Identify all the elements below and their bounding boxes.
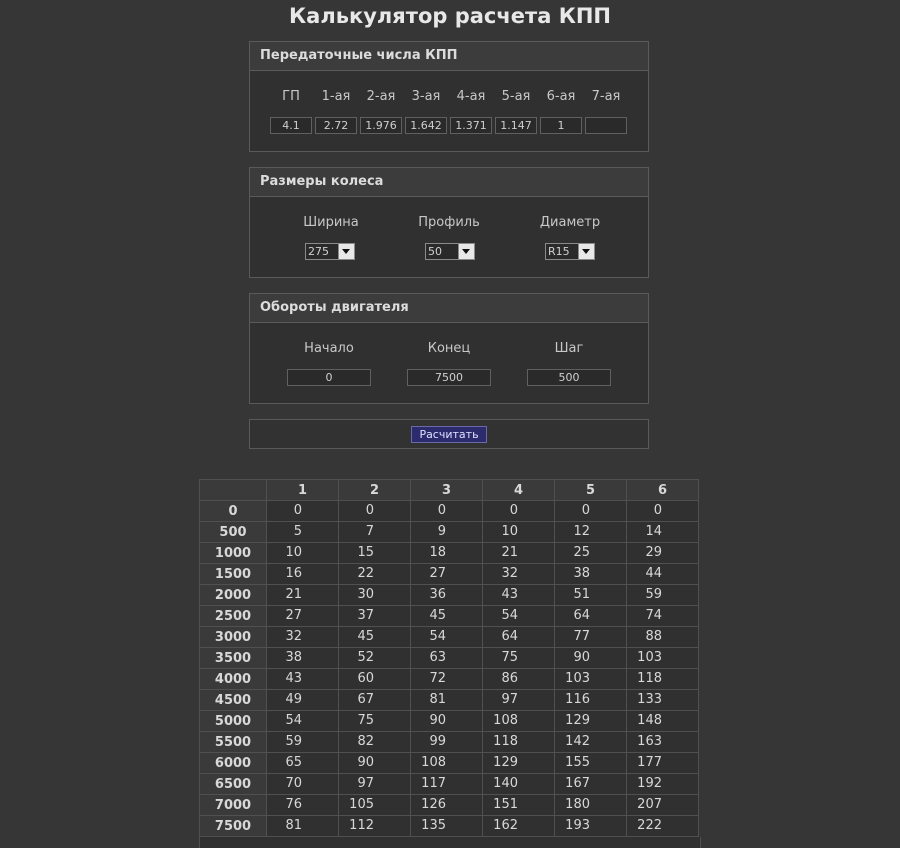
speed-value: 70 <box>285 776 302 791</box>
wheel-diameter-value: R15 <box>548 245 570 258</box>
speed-cell <box>555 564 627 585</box>
speed-cell <box>483 816 555 837</box>
wheel-width-select[interactable] <box>305 243 355 260</box>
speed-value: 64 <box>573 608 590 623</box>
speed-cell <box>411 648 483 669</box>
rpm-start-input[interactable]: 0 <box>287 369 371 386</box>
speed-value: 148 <box>637 713 662 728</box>
speed-cell <box>483 522 555 543</box>
speed-value: 75 <box>357 713 374 728</box>
speed-cell <box>555 669 627 690</box>
wheel-width-label: Ширина <box>303 215 359 230</box>
speed-cell <box>411 564 483 585</box>
speed-cell <box>411 732 483 753</box>
speed-cell <box>627 732 699 753</box>
gear-input-7[interactable] <box>585 117 627 134</box>
speed-value: 7 <box>365 524 374 539</box>
speed-value: 129 <box>493 755 518 770</box>
speed-value: 117 <box>421 776 446 791</box>
speed-cell <box>339 564 411 585</box>
table-row <box>200 669 699 690</box>
speed-cell <box>339 627 411 648</box>
speed-cell <box>483 501 555 522</box>
speed-value: 72 <box>429 671 446 686</box>
gear-column-header: 4 <box>483 480 555 501</box>
speed-cell <box>411 816 483 837</box>
results-header-row <box>200 480 699 501</box>
table-row <box>200 627 699 648</box>
speed-cell <box>339 753 411 774</box>
speed-value: 51 <box>573 587 590 602</box>
rpm-row-header: 1000 <box>200 543 267 564</box>
speed-cell <box>339 585 411 606</box>
speed-cell <box>267 669 339 690</box>
speed-cell <box>339 732 411 753</box>
rpm-row-header: 1500 <box>200 564 267 585</box>
speed-cell <box>339 522 411 543</box>
rpm-row-header: 7000 <box>200 795 267 816</box>
speed-value: 222 <box>637 818 662 833</box>
speed-cell <box>339 501 411 522</box>
speed-value: 116 <box>565 692 590 707</box>
speed-value: 97 <box>357 776 374 791</box>
speed-value: 37 <box>357 608 374 623</box>
speed-value: 155 <box>565 755 590 770</box>
speed-cell <box>411 606 483 627</box>
page-title: Калькулятор расчета КПП <box>288 4 612 28</box>
speed-cell <box>267 501 339 522</box>
speed-value: 21 <box>285 587 302 602</box>
speed-value: 25 <box>573 545 590 560</box>
speed-value: 38 <box>573 566 590 581</box>
results-corner-cell <box>200 480 267 501</box>
wheel-width-value: 275 <box>308 245 329 258</box>
wheel-size-heading: Размеры колеса <box>250 168 648 197</box>
calculate-button[interactable]: Расчитать <box>411 426 487 443</box>
speed-value: 0 <box>437 503 446 518</box>
speed-value: 54 <box>501 608 518 623</box>
speed-value: 129 <box>565 713 590 728</box>
speed-value: 82 <box>357 734 374 749</box>
gear-label-6: 6-ая <box>546 89 576 104</box>
rpm-start-label: Начало <box>304 341 354 356</box>
table-row <box>200 690 699 711</box>
gear-input-5[interactable]: 1.147 <box>495 117 537 134</box>
gear-input-1[interactable]: 2.72 <box>315 117 357 134</box>
speed-cell <box>483 690 555 711</box>
table-row <box>200 522 699 543</box>
speed-cell <box>627 543 699 564</box>
speed-value: 126 <box>421 797 446 812</box>
speed-value: 63 <box>429 650 446 665</box>
rpm-end-label: Конец <box>427 341 471 356</box>
wheel-profile-select[interactable] <box>425 243 475 260</box>
speed-cell <box>483 753 555 774</box>
speed-cell <box>555 585 627 606</box>
speed-cell <box>483 606 555 627</box>
speed-value: 74 <box>645 608 662 623</box>
speed-cell <box>267 585 339 606</box>
speed-value: 49 <box>285 692 302 707</box>
table-row <box>200 732 699 753</box>
gear-ratios-panel <box>249 41 649 152</box>
speed-cell <box>627 627 699 648</box>
table-row <box>200 795 699 816</box>
speed-value: 177 <box>637 755 662 770</box>
speed-value: 77 <box>573 629 590 644</box>
speed-value: 67 <box>357 692 374 707</box>
speed-cell <box>555 753 627 774</box>
speed-value: 163 <box>637 734 662 749</box>
speed-value: 43 <box>285 671 302 686</box>
gear-column-header: 1 <box>267 480 339 501</box>
gear-column-header: 5 <box>555 480 627 501</box>
speed-value: 207 <box>637 797 662 812</box>
speed-cell <box>483 732 555 753</box>
speed-value: 142 <box>565 734 590 749</box>
wheel-diameter-select[interactable] <box>545 243 595 260</box>
speed-cell <box>627 669 699 690</box>
calculate-panel <box>249 419 649 449</box>
speed-cell <box>411 501 483 522</box>
speed-value: 29 <box>645 545 662 560</box>
rpm-row-header: 4500 <box>200 690 267 711</box>
speed-cell <box>555 795 627 816</box>
speed-cell <box>267 648 339 669</box>
speed-value: 60 <box>357 671 374 686</box>
speed-value: 59 <box>285 734 302 749</box>
speed-value: 36 <box>429 587 446 602</box>
speed-value: 151 <box>493 797 518 812</box>
speed-cell <box>411 627 483 648</box>
rpm-row-header: 2000 <box>200 585 267 606</box>
speed-value: 14 <box>645 524 662 539</box>
speed-cell <box>267 606 339 627</box>
speed-value: 45 <box>357 629 374 644</box>
rpm-row-header: 3500 <box>200 648 267 669</box>
speed-value: 43 <box>501 587 518 602</box>
speed-cell <box>267 711 339 732</box>
rpm-row-header: 0 <box>200 501 267 522</box>
speed-cell <box>411 774 483 795</box>
speed-value: 99 <box>429 734 446 749</box>
rpm-row-header: 5500 <box>200 732 267 753</box>
results-table <box>199 479 699 837</box>
rpm-row-header: 3000 <box>200 627 267 648</box>
speed-cell <box>339 648 411 669</box>
speed-cell <box>411 690 483 711</box>
speed-value: 64 <box>501 629 518 644</box>
speed-cell <box>267 753 339 774</box>
speed-cell <box>555 690 627 711</box>
speed-cell <box>627 606 699 627</box>
speed-cell <box>555 816 627 837</box>
speed-value: 90 <box>357 755 374 770</box>
rpm-row-header: 7500 <box>200 816 267 837</box>
speed-value: 52 <box>357 650 374 665</box>
table-row <box>200 774 699 795</box>
table-row <box>200 501 699 522</box>
chevron-down-icon[interactable] <box>458 244 474 259</box>
speed-value: 54 <box>429 629 446 644</box>
speed-value: 133 <box>637 692 662 707</box>
speed-cell <box>339 543 411 564</box>
speed-cell <box>267 690 339 711</box>
speed-value: 18 <box>429 545 446 560</box>
speed-value: 180 <box>565 797 590 812</box>
table-row <box>200 816 699 837</box>
speed-cell <box>339 816 411 837</box>
gear-input-2[interactable]: 1.976 <box>360 117 402 134</box>
speed-value: 0 <box>581 503 590 518</box>
rpm-step-input[interactable]: 500 <box>527 369 611 386</box>
speed-value: 76 <box>285 797 302 812</box>
table-row <box>200 585 699 606</box>
table-row <box>200 564 699 585</box>
speed-value: 140 <box>493 776 518 791</box>
speed-cell <box>483 585 555 606</box>
speed-cell <box>483 774 555 795</box>
table-row <box>200 711 699 732</box>
speed-cell <box>267 816 339 837</box>
speed-cell <box>555 711 627 732</box>
speed-value: 81 <box>285 818 302 833</box>
speed-cell <box>627 585 699 606</box>
gear-column-header: 6 <box>627 480 699 501</box>
speed-cell <box>267 732 339 753</box>
gear-label-3: 3-ая <box>411 89 441 104</box>
speed-cell <box>483 627 555 648</box>
speed-cell <box>267 564 339 585</box>
speed-cell <box>339 795 411 816</box>
speed-cell <box>483 543 555 564</box>
speed-value: 90 <box>429 713 446 728</box>
speed-value: 45 <box>429 608 446 623</box>
results-body <box>200 501 699 837</box>
speed-value: 108 <box>493 713 518 728</box>
speed-value: 118 <box>637 671 662 686</box>
speed-value: 0 <box>365 503 374 518</box>
speed-value: 27 <box>285 608 302 623</box>
speed-cell <box>267 543 339 564</box>
speed-cell <box>483 795 555 816</box>
speed-cell <box>555 543 627 564</box>
speed-value: 90 <box>573 650 590 665</box>
results-footer <box>199 837 701 848</box>
speed-value: 65 <box>285 755 302 770</box>
rpm-row-header: 5000 <box>200 711 267 732</box>
chevron-down-icon[interactable] <box>578 244 594 259</box>
speed-value: 59 <box>645 587 662 602</box>
speed-cell <box>555 648 627 669</box>
gear-label-2: 2-ая <box>366 89 396 104</box>
rpm-step-label: Шаг <box>554 341 584 356</box>
speed-value: 5 <box>293 524 302 539</box>
speed-value: 10 <box>285 545 302 560</box>
speed-cell <box>339 774 411 795</box>
speed-value: 10 <box>501 524 518 539</box>
speed-cell <box>339 606 411 627</box>
gear-label-main: ГП <box>282 89 300 104</box>
gear-input-6[interactable]: 1 <box>540 117 582 134</box>
wheel-profile-label: Профиль <box>418 215 480 230</box>
speed-cell <box>267 795 339 816</box>
speed-value: 0 <box>653 503 662 518</box>
speed-value: 167 <box>565 776 590 791</box>
rpm-row-header: 500 <box>200 522 267 543</box>
gear-input-3[interactable]: 1.642 <box>405 117 447 134</box>
speed-value: 81 <box>429 692 446 707</box>
speed-cell <box>627 564 699 585</box>
speed-cell <box>267 627 339 648</box>
speed-value: 54 <box>285 713 302 728</box>
speed-value: 105 <box>349 797 374 812</box>
gear-column-header: 2 <box>339 480 411 501</box>
speed-value: 0 <box>293 503 302 518</box>
speed-cell <box>411 669 483 690</box>
rpm-row-header: 6500 <box>200 774 267 795</box>
gear-label-7: 7-ая <box>591 89 621 104</box>
speed-value: 21 <box>501 545 518 560</box>
speed-cell <box>267 522 339 543</box>
speed-value: 15 <box>357 545 374 560</box>
speed-value: 193 <box>565 818 590 833</box>
speed-cell <box>411 585 483 606</box>
table-row <box>200 606 699 627</box>
engine-rpm-heading: Обороты двигателя <box>250 294 648 323</box>
speed-cell <box>411 543 483 564</box>
speed-cell <box>483 669 555 690</box>
speed-cell <box>411 795 483 816</box>
speed-value: 38 <box>285 650 302 665</box>
rpm-row-header: 6000 <box>200 753 267 774</box>
speed-value: 30 <box>357 587 374 602</box>
speed-cell <box>627 522 699 543</box>
speed-cell <box>627 795 699 816</box>
speed-cell <box>411 711 483 732</box>
table-row <box>200 648 699 669</box>
speed-cell <box>483 564 555 585</box>
speed-cell <box>555 732 627 753</box>
speed-cell <box>627 711 699 732</box>
speed-value: 86 <box>501 671 518 686</box>
speed-value: 112 <box>349 818 374 833</box>
speed-cell <box>555 627 627 648</box>
speed-cell <box>627 690 699 711</box>
speed-cell <box>627 501 699 522</box>
rpm-row-header: 4000 <box>200 669 267 690</box>
speed-value: 162 <box>493 818 518 833</box>
speed-cell <box>411 753 483 774</box>
speed-value: 9 <box>437 524 446 539</box>
gear-input-main[interactable]: 4.1 <box>270 117 312 134</box>
gear-column-header: 3 <box>411 480 483 501</box>
speed-value: 192 <box>637 776 662 791</box>
speed-cell <box>483 648 555 669</box>
gear-label-4: 4-ая <box>456 89 486 104</box>
speed-cell <box>627 816 699 837</box>
speed-value: 88 <box>645 629 662 644</box>
speed-value: 103 <box>637 650 662 665</box>
speed-value: 118 <box>493 734 518 749</box>
chevron-down-icon[interactable] <box>338 244 354 259</box>
speed-value: 108 <box>421 755 446 770</box>
speed-value: 27 <box>429 566 446 581</box>
speed-cell <box>339 669 411 690</box>
speed-value: 12 <box>573 524 590 539</box>
wheel-diameter-label: Диаметр <box>539 215 601 230</box>
speed-value: 97 <box>501 692 518 707</box>
speed-cell <box>555 522 627 543</box>
speed-cell <box>627 753 699 774</box>
speed-cell <box>339 711 411 732</box>
speed-value: 16 <box>285 566 302 581</box>
speed-value: 44 <box>645 566 662 581</box>
speed-value: 0 <box>509 503 518 518</box>
speed-cell <box>483 711 555 732</box>
engine-rpm-panel <box>249 293 649 404</box>
speed-value: 75 <box>501 650 518 665</box>
speed-cell <box>267 774 339 795</box>
speed-value: 22 <box>357 566 374 581</box>
table-row <box>200 753 699 774</box>
speed-value: 32 <box>501 566 518 581</box>
rpm-end-input[interactable]: 7500 <box>407 369 491 386</box>
speed-cell <box>555 606 627 627</box>
wheel-profile-value: 50 <box>428 245 442 258</box>
rpm-row-header: 2500 <box>200 606 267 627</box>
speed-cell <box>555 501 627 522</box>
speed-value: 32 <box>285 629 302 644</box>
gear-label-5: 5-ая <box>501 89 531 104</box>
speed-cell <box>339 690 411 711</box>
speed-cell <box>627 774 699 795</box>
speed-value: 135 <box>421 818 446 833</box>
gear-input-4[interactable]: 1.371 <box>450 117 492 134</box>
gear-label-1: 1-ая <box>321 89 351 104</box>
speed-cell <box>555 774 627 795</box>
speed-cell <box>411 522 483 543</box>
gear-ratios-heading: Передаточные числа КПП <box>250 42 648 71</box>
speed-value: 103 <box>565 671 590 686</box>
wheel-size-panel <box>249 167 649 278</box>
speed-cell <box>627 648 699 669</box>
table-row <box>200 543 699 564</box>
